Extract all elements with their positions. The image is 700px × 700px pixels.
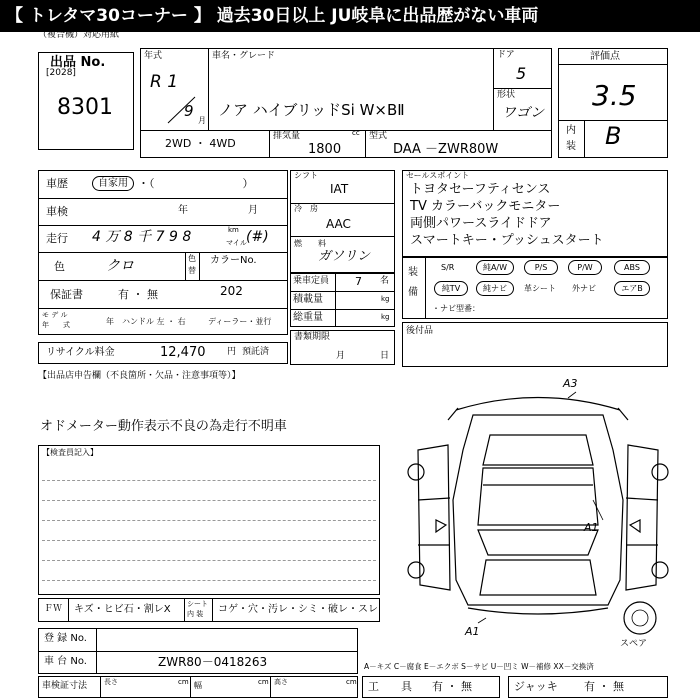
mileage-value: 4 万 8 千 7 9 8 xyxy=(92,229,192,245)
shift-value: IAT xyxy=(330,182,349,196)
drive-value: 2WD ・ 4WD xyxy=(165,137,236,150)
score-value: 3.5 xyxy=(592,79,637,112)
model-year-label-1: モ デ ル xyxy=(42,311,68,319)
recycle-label: リサイクル料金 xyxy=(46,347,115,358)
shape-value: ワゴン xyxy=(502,105,544,121)
jack-value: 有 ・ 無 xyxy=(584,680,624,693)
equipment-label-1: 装 xyxy=(408,267,418,278)
chassis-label: 車 台 No. xyxy=(44,656,87,667)
lot-number: 8301 xyxy=(57,95,113,120)
year-month-unit: 月 xyxy=(198,116,206,125)
equip-navi-model: ・ナビ型番： xyxy=(432,304,480,313)
fuel-label-2: 料 xyxy=(318,239,326,248)
seat-value: コゲ・穴・汚レ・シミ・破レ・スレ xyxy=(218,604,378,615)
equip-tv: 純TV xyxy=(434,281,468,296)
load-unit: kg xyxy=(381,295,390,303)
cert-long: 長さ xyxy=(104,678,118,686)
history-circled: 自家用 xyxy=(92,176,134,191)
model-value: DAA －ZWR80W xyxy=(393,142,499,157)
shift-label: シフト xyxy=(294,171,318,180)
aftermarket-box xyxy=(402,322,668,367)
model-label: 型式 xyxy=(369,131,388,141)
color-value: クロ xyxy=(106,258,134,274)
equipment-label-2: 備 xyxy=(408,287,418,298)
gross-unit: kg xyxy=(381,313,390,321)
cooling-value: AAC xyxy=(326,217,351,231)
equip-leather: 革シート xyxy=(524,284,556,293)
gross-label: 総重量 xyxy=(293,312,323,323)
mark-a1-front: A1 xyxy=(465,625,480,638)
score-label: 評価点 xyxy=(590,51,620,62)
mileage-mile: マイル xyxy=(226,239,247,247)
model-year-unit: 年 xyxy=(106,317,114,326)
year-month: 9 xyxy=(184,102,194,120)
sales-line-1: トヨタセーフティセンス xyxy=(410,182,551,197)
color-label: 色 xyxy=(54,260,65,273)
name-value: ノア ハイブリッドSi W×BⅡ xyxy=(218,101,405,119)
doors-value: 5 xyxy=(516,64,527,83)
recycle-note: 預託済 xyxy=(242,347,270,357)
color-no-label: カラーNo. xyxy=(210,255,257,266)
load-label: 積載量 xyxy=(293,294,323,305)
odometer-note: オドメーター動作表示不良の為走行不明車 xyxy=(40,419,287,434)
interior-value: B xyxy=(605,122,622,150)
capacity-label: 乗車定員 xyxy=(293,276,330,286)
equip-alloy: 純A/W xyxy=(476,260,514,275)
cert-label: 車検証寸法 xyxy=(42,681,88,691)
handle-text: ハンドル 左 ・ 右 xyxy=(122,317,186,326)
recycle-value: 12,470 xyxy=(160,345,206,360)
lot-label: 出品 No. xyxy=(50,55,106,70)
legend: A－キズ C－腐食 E－エクボ S－サビ U－凹ミ W－補修 XX－交換済 xyxy=(364,662,594,671)
equip-ps: P/S xyxy=(524,260,558,275)
cooling-label: 冷 房 xyxy=(294,204,318,213)
displacement-value: 1800 xyxy=(308,142,342,157)
inspector-label: 【検査員記入】 xyxy=(42,448,98,457)
cert-high: 高さ xyxy=(274,678,288,686)
warranty-value: 有 ・ 無 xyxy=(118,288,158,301)
registration-label: 登 録 No. xyxy=(44,633,87,644)
banner-text: 【 トレタマ30コーナー 】 過去30日以上 JU岐阜に出品歴がない車両 xyxy=(6,6,539,26)
model-year-label-2: 年 式 xyxy=(42,321,70,329)
spare-tire-icon xyxy=(620,598,660,638)
fw-value: キズ・ヒビ石・割レX xyxy=(74,604,171,615)
equip-ext-navi: 外ナビ xyxy=(572,284,596,293)
docs-label: 書類期限 xyxy=(294,332,331,342)
interior-label-2: 装 xyxy=(566,141,576,152)
capacity-value: 7 xyxy=(355,275,362,288)
fuel-value: ガソリン xyxy=(318,249,371,264)
color-no-value: 202 xyxy=(220,284,243,298)
cert-high-unit: cm xyxy=(346,678,357,686)
tools-value: 有 ・ 無 xyxy=(432,680,472,693)
warranty-label: 保証書 xyxy=(50,288,83,301)
equip-navi: 純ナビ xyxy=(476,281,514,296)
displacement-unit: cc xyxy=(352,129,360,137)
lot-small: [2028] xyxy=(46,68,76,78)
year-label: 年式 xyxy=(144,51,163,61)
displacement-label: 排気量 xyxy=(273,131,301,141)
interior-label-1: 内 xyxy=(566,125,576,136)
inspection-year-unit: 年 xyxy=(178,205,188,216)
cert-wide-unit: cm xyxy=(258,678,269,686)
doors-label: ドア xyxy=(497,50,515,60)
inspection-label: 車検 xyxy=(46,205,68,218)
tools-label: 工 具 xyxy=(368,680,412,693)
equip-pw: P/W xyxy=(568,260,602,275)
docs-day: 日 xyxy=(380,351,390,361)
name-label: 車名・グレード xyxy=(212,51,276,61)
sales-label: セールスポイント xyxy=(406,171,470,180)
seller-notes-label: 【出品店申告欄（不良箇所・欠品・注意事項等）】 xyxy=(38,371,241,381)
history-rest: ・（ ） xyxy=(138,177,254,190)
mileage-km: km xyxy=(228,226,239,234)
fuel-label-1: 燃 xyxy=(294,239,302,248)
color-change-2: 替 xyxy=(188,266,196,275)
cert-long-unit: cm xyxy=(178,678,189,686)
jack-label: ジャッキ xyxy=(514,680,558,693)
sales-line-3: 両側パワースライドドア xyxy=(410,216,552,231)
year-era: R 1 xyxy=(150,72,179,92)
capacity-unit: 名 xyxy=(380,276,390,286)
subtitle: （複合機）対応用紙 xyxy=(38,30,120,40)
slash-mark xyxy=(160,95,200,125)
equip-abs: ABS xyxy=(614,260,650,275)
cert-wide: 幅 xyxy=(194,681,202,690)
history-label: 車歴 xyxy=(46,177,68,190)
inspection-month-unit: 月 xyxy=(248,205,258,216)
dealer-text: ディーラー・並行 xyxy=(208,317,272,326)
aftermarket-label: 後付品 xyxy=(406,326,434,336)
color-change-1: 色 xyxy=(188,254,196,263)
equip-airbag: エアB xyxy=(614,281,650,296)
sales-line-2: TV カラーバックモニター xyxy=(410,199,561,214)
mark-a3: A3 xyxy=(563,377,578,390)
mark-a1-side: A1 xyxy=(584,521,599,534)
shape-label: 形状 xyxy=(497,90,516,100)
recycle-unit: 円 xyxy=(227,347,237,357)
mileage-label: 走行 xyxy=(46,232,68,245)
mileage-flag: (#) xyxy=(246,229,269,245)
chassis-value: ZWR80－0418263 xyxy=(158,655,268,669)
equip-sr: S/R xyxy=(441,263,455,272)
seat-label-2: 内 装 xyxy=(187,610,204,618)
docs-month: 月 xyxy=(336,351,346,361)
spare-label: スペア xyxy=(620,639,648,649)
sales-line-4: スマートキー・プッシュスタート xyxy=(410,233,604,248)
fw-label: ＦＷ xyxy=(44,604,63,614)
seat-label-1: シート xyxy=(187,600,208,608)
